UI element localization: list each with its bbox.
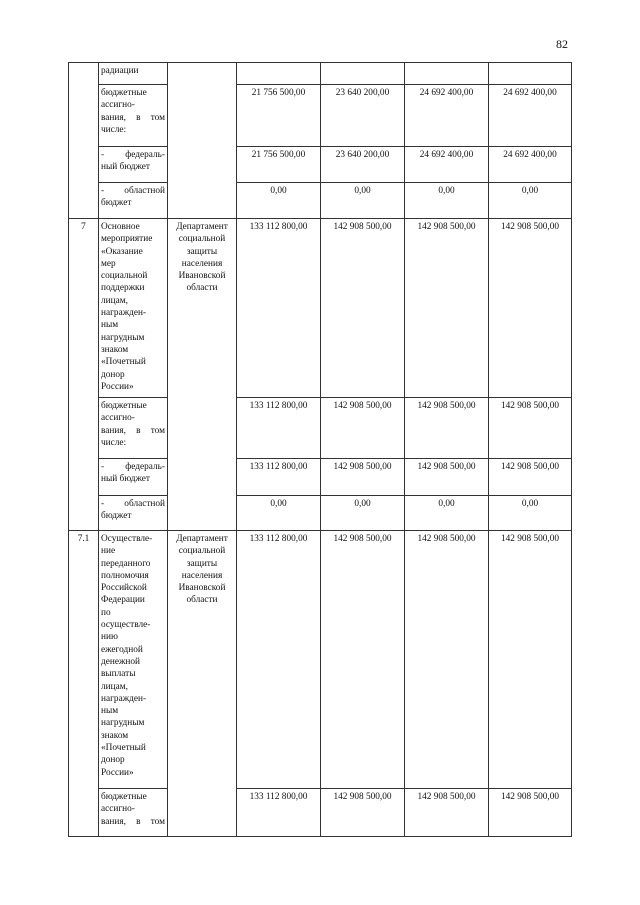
row-number-cell: 7.1 <box>69 531 99 837</box>
amount-cell: 142 908 500,00 <box>405 219 489 398</box>
amount-cell: 0,00 <box>405 183 489 219</box>
table-row <box>69 183 572 219</box>
executor-cell <box>168 63 237 219</box>
row-name-cell: бюджетные ассигно- вания, в том числе: <box>99 85 168 147</box>
table-row <box>69 531 572 789</box>
row-name-cell: бюджетные ассигно- вания, в том числе: <box>99 398 168 459</box>
row-name-cell: - областной бюджет <box>99 183 168 219</box>
executor-cell: Департамент социальной защиты населения Ивановской области <box>168 219 237 531</box>
amount-cell <box>489 63 572 85</box>
table-row <box>69 219 572 398</box>
amount-cell: 142 908 500,00 <box>489 459 572 496</box>
page-number: 82 <box>556 37 568 51</box>
table-row <box>69 398 572 459</box>
table-row <box>69 85 572 147</box>
amount-cell: 142 908 500,00 <box>405 398 489 459</box>
row-number-cell <box>69 63 99 219</box>
amount-cell: 0,00 <box>489 183 572 219</box>
amount-cell: 21 756 500,00 <box>237 147 321 183</box>
row-number-cell: 7 <box>69 219 99 531</box>
amount-cell: 0,00 <box>405 496 489 531</box>
row-name-cell: - федераль- ный бюджет <box>99 459 168 496</box>
executor-cell: Департамент социальной защиты населения Ивановской области <box>168 531 237 837</box>
amount-cell: 133 112 800,00 <box>237 459 321 496</box>
amount-cell: 21 756 500,00 <box>237 85 321 147</box>
amount-cell: 142 908 500,00 <box>489 398 572 459</box>
amount-cell: 24 692 400,00 <box>405 85 489 147</box>
amount-cell: 142 908 500,00 <box>321 531 405 789</box>
amount-cell: 142 908 500,00 <box>321 459 405 496</box>
amount-cell: 133 112 800,00 <box>237 398 321 459</box>
row-name-cell: радиации <box>99 63 168 85</box>
amount-cell: 142 908 500,00 <box>405 789 489 837</box>
amount-cell <box>321 63 405 85</box>
table-row <box>69 63 572 85</box>
amount-cell: 142 908 500,00 <box>489 219 572 398</box>
amount-cell <box>237 63 321 85</box>
amount-cell: 0,00 <box>321 183 405 219</box>
amount-cell: 24 692 400,00 <box>489 85 572 147</box>
amount-cell: 133 112 800,00 <box>237 219 321 398</box>
amount-cell: 23 640 200,00 <box>321 147 405 183</box>
amount-cell: 133 112 800,00 <box>237 531 321 789</box>
table-row <box>69 147 572 183</box>
row-name-cell: - областной бюджет <box>99 496 168 531</box>
amount-cell: 23 640 200,00 <box>321 85 405 147</box>
amount-cell: 142 908 500,00 <box>405 459 489 496</box>
amount-cell: 142 908 500,00 <box>321 789 405 837</box>
table-row <box>69 496 572 531</box>
amount-cell: 142 908 500,00 <box>321 398 405 459</box>
amount-cell <box>405 63 489 85</box>
table-row <box>69 789 572 837</box>
amount-cell: 142 908 500,00 <box>321 219 405 398</box>
row-name-cell: - федераль- ный бюджет <box>99 147 168 183</box>
row-name-cell: бюджетные ассигно- вания, в том <box>99 789 168 837</box>
amount-cell: 0,00 <box>237 496 321 531</box>
amount-cell: 142 908 500,00 <box>489 531 572 789</box>
row-name-cell: Основное мероприятие «Оказание мер социальной поддержки лицам, награжден- ным нагрудным знаком «Почетный донор России» <box>99 219 168 398</box>
amount-cell: 24 692 400,00 <box>405 147 489 183</box>
table-row <box>69 459 572 496</box>
amount-cell: 0,00 <box>237 183 321 219</box>
amount-cell: 0,00 <box>489 496 572 531</box>
amount-cell: 0,00 <box>321 496 405 531</box>
budget-table <box>68 62 572 837</box>
amount-cell: 133 112 800,00 <box>237 789 321 837</box>
amount-cell: 24 692 400,00 <box>489 147 572 183</box>
amount-cell: 142 908 500,00 <box>489 789 572 837</box>
amount-cell: 142 908 500,00 <box>405 531 489 789</box>
row-name-cell: Осуществле- ние переданного полномочия Российской Федерации по осуществле- нию ежегодной денежной выплаты лицам, награжден- ным нагрудным знаком «Почетный донор России» <box>99 531 168 789</box>
